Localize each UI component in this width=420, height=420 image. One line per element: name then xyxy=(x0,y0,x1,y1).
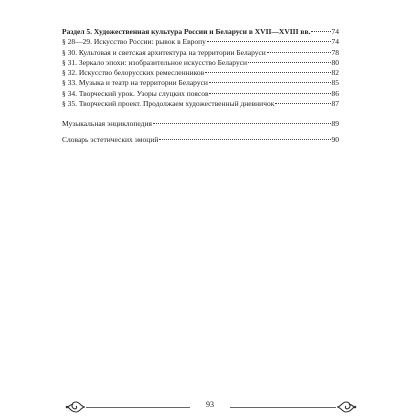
toc-entry xyxy=(62,58,339,68)
toc-entry-appendix xyxy=(62,135,339,145)
dot-leader xyxy=(275,103,330,104)
dot-leader xyxy=(153,123,331,124)
toc-entry-page: 74 xyxy=(331,37,339,47)
toc-entry-page: 90 xyxy=(331,134,339,144)
toc-entry-label: Раздел 5. Художественная культура России и Беларуси в XVII—XVIII вв. xyxy=(62,27,311,36)
toc-entry-section-5 xyxy=(62,27,339,37)
toc-entry-label: § 28—29. Искусство России: рывок в Европу xyxy=(62,37,206,47)
toc-entry-label: § 33. Музыка и театр на территории Беларуси xyxy=(62,78,208,88)
flourish-ornament-icon xyxy=(64,398,88,416)
toc-entry xyxy=(62,99,339,109)
table-of-contents xyxy=(62,27,339,145)
toc-entry xyxy=(62,68,339,78)
dot-leader xyxy=(209,93,330,94)
toc-entry-page: 87 xyxy=(331,99,339,109)
footer-rule xyxy=(230,407,336,408)
footer-rule xyxy=(86,407,190,408)
toc-entry-label: § 34. Творческий урок. Узоры слуцких поясов xyxy=(62,88,209,98)
toc-entry-appendix xyxy=(62,119,339,129)
dot-leader xyxy=(207,41,331,42)
page-footer xyxy=(0,398,420,414)
section-spacer xyxy=(62,109,339,119)
dot-leader xyxy=(311,31,330,32)
dot-leader xyxy=(248,62,330,63)
toc-entry-page: 85 xyxy=(331,78,339,88)
toc-entry-page: 86 xyxy=(331,88,339,98)
dot-leader xyxy=(159,139,330,140)
toc-entry-label: § 30. Культовая и светская архитектура на территории Беларуси xyxy=(62,47,266,57)
flourish-ornament-icon xyxy=(334,398,358,416)
dot-leader xyxy=(205,72,330,73)
toc-entry-page: 74 xyxy=(331,27,339,36)
toc-entry-label: Словарь эстетических эмоций xyxy=(62,134,159,144)
toc-entry-label: § 35. Творческий проект. Продолжаем художественный дневничок xyxy=(62,99,275,109)
toc-entry-page: 89 xyxy=(331,119,339,129)
toc-entry-page: 78 xyxy=(331,47,339,57)
dot-leader xyxy=(209,82,331,83)
dot-leader xyxy=(267,52,331,53)
page-number: 93 xyxy=(206,400,214,409)
toc-entry-label: § 31. Зеркало эпохи: изобразительное искусство Беларуси xyxy=(62,57,248,67)
toc-entry xyxy=(62,48,339,58)
toc-entry xyxy=(62,89,339,99)
toc-entry-label: Музыкальная энциклопедия xyxy=(62,119,152,129)
toc-entry-label: § 32. Искусство белорусских ремесленников xyxy=(62,68,205,78)
toc-entry-page: 80 xyxy=(331,57,339,67)
toc-entry xyxy=(62,37,339,47)
toc-entry xyxy=(62,78,339,88)
toc-entry-page: 82 xyxy=(331,68,339,78)
